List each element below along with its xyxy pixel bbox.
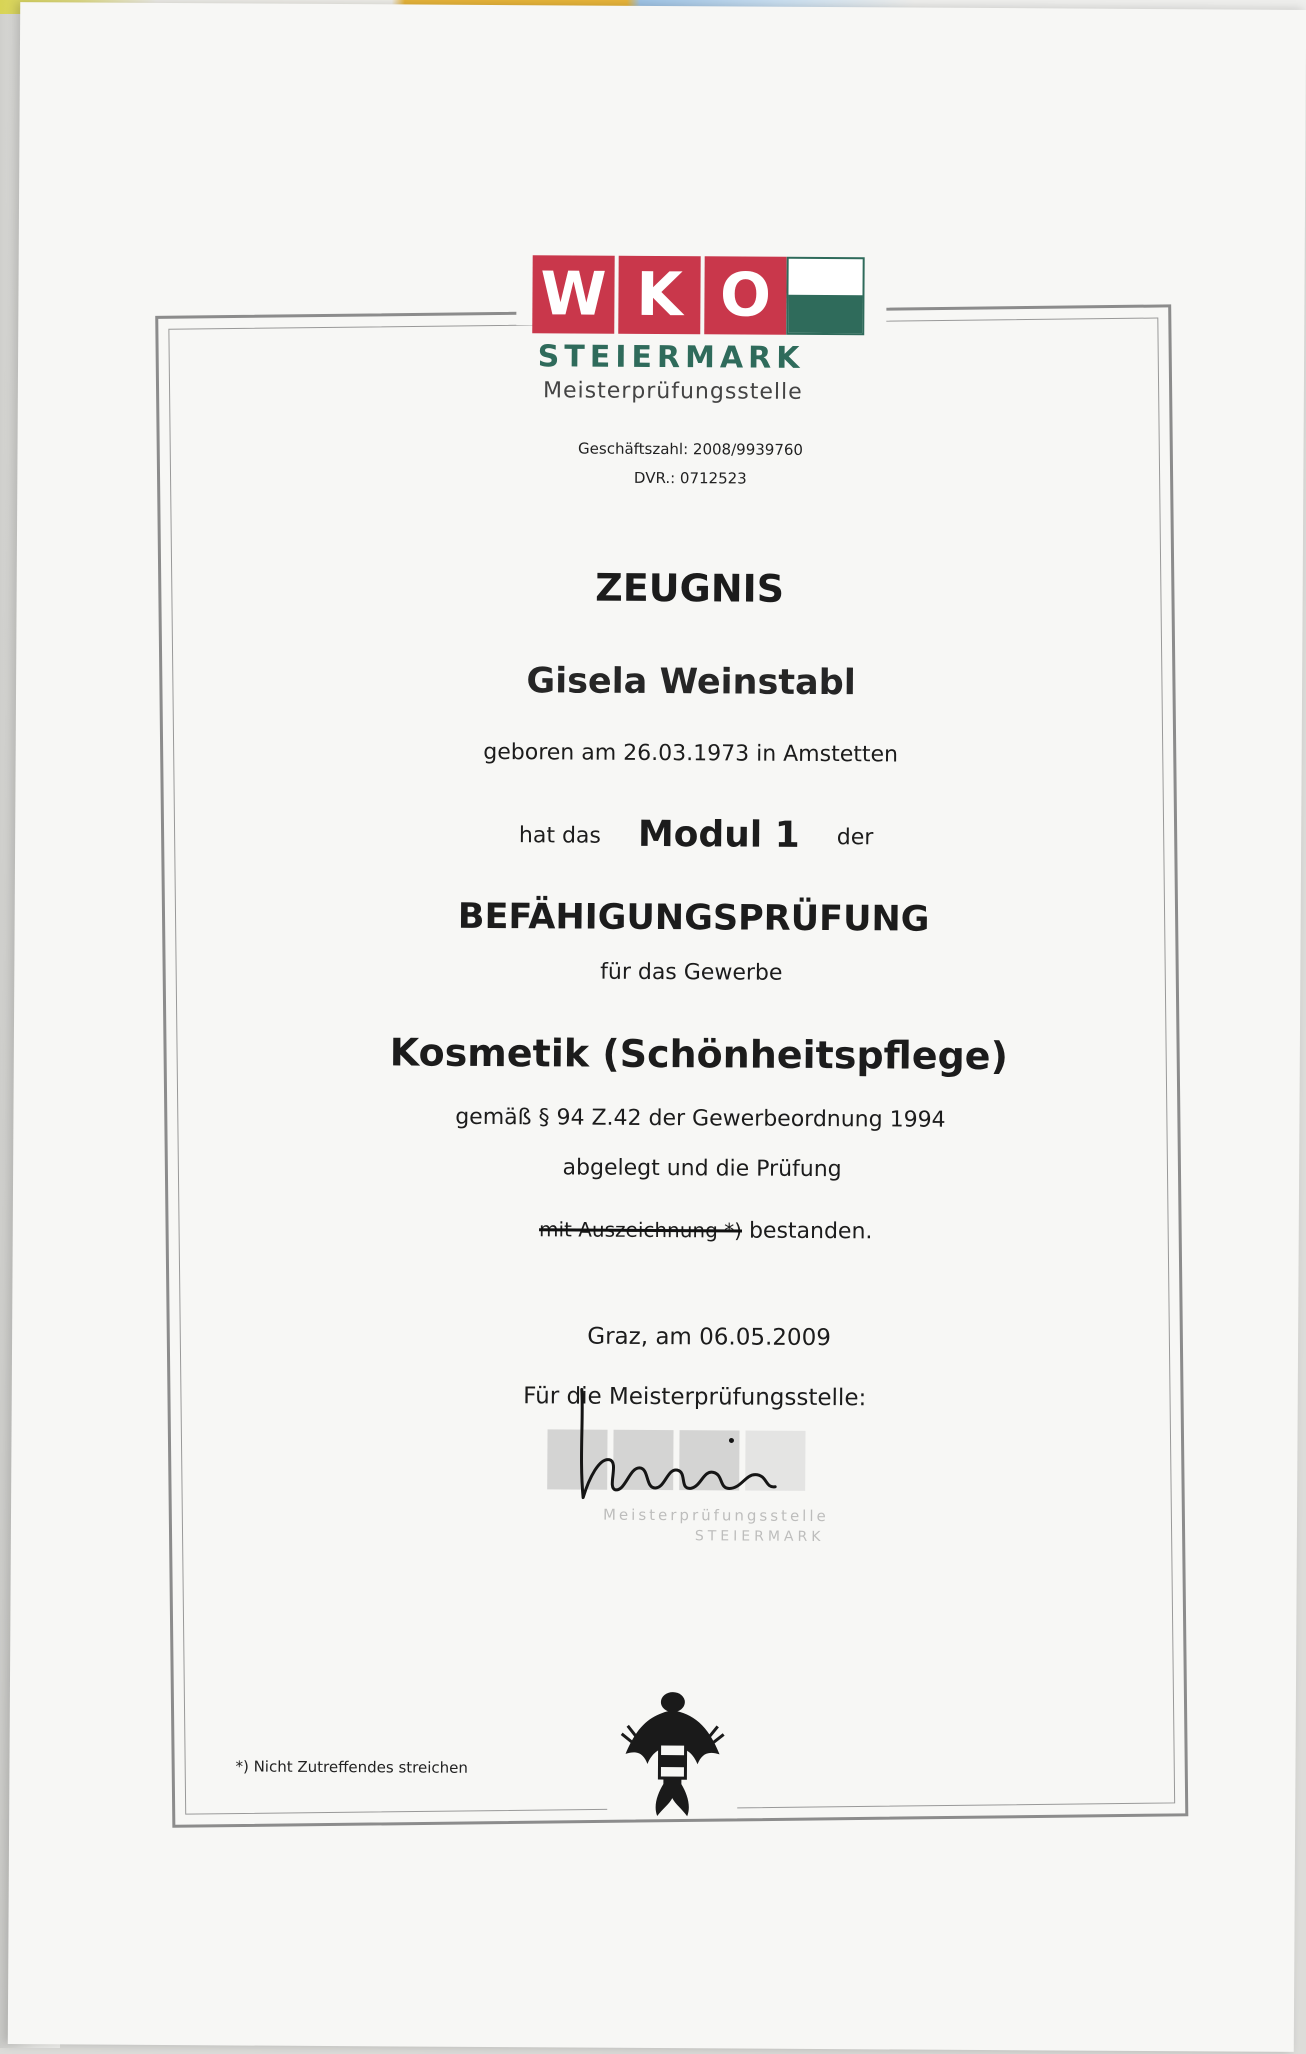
- trade-name: Kosmetik (Schönheitspflege): [389, 1030, 1009, 1079]
- issuer-line: Für die Meisterprüfungsstelle:: [523, 1383, 867, 1412]
- place-date: Graz, am 06.05.2009: [587, 1323, 831, 1352]
- module-prefix: hat das: [518, 823, 601, 849]
- handwritten-signature: [559, 1387, 820, 1519]
- certificate-page: [8, 2, 1306, 2052]
- module-suffix: der: [836, 825, 874, 851]
- struck-distinction: mit Auszeichnung *): [538, 1217, 743, 1243]
- logo-letter-w: W: [532, 255, 614, 333]
- trade-intro: für das Gewerbe: [600, 959, 783, 986]
- footnote: *) Nicht Zutreffendes streichen: [235, 1757, 468, 1777]
- birth-info: geboren am 26.03.1973 in Amstetten: [483, 739, 899, 768]
- certificate-title: ZEUGNIS: [595, 565, 785, 611]
- styria-flag-icon: [786, 257, 864, 335]
- legal-basis: gemäß § 94 Z.42 der Gewerbeordnung 1994: [455, 1104, 946, 1133]
- stamp-text-2: STEIERMARK: [694, 1528, 825, 1546]
- dvr-number: DVR.: 0712523: [633, 468, 747, 488]
- wko-logo: [532, 255, 864, 339]
- holder-name: Gisela Weinstabl: [526, 661, 856, 704]
- case-number: Geschäftszahl: 2008/9939760: [578, 439, 804, 459]
- module-line: [43, 810, 1306, 859]
- exam-name: BEFÄHIGUNGSPRÜFUNG: [457, 896, 930, 940]
- passed-line-1: abgelegt und die Prüfung: [562, 1155, 842, 1183]
- austrian-eagle-icon: [617, 1684, 728, 1821]
- passed-word: bestanden.: [748, 1218, 873, 1245]
- logo-letter-o: O: [704, 256, 786, 334]
- module-name: Modul 1: [637, 813, 800, 856]
- brand-region: STEIERMARK: [537, 339, 805, 376]
- stamp-text-1: Meisterprüfungsstelle: [602, 1505, 829, 1526]
- logo-letter-k: K: [618, 256, 700, 334]
- brand-subtitle: Meisterprüfungsstelle: [542, 378, 803, 405]
